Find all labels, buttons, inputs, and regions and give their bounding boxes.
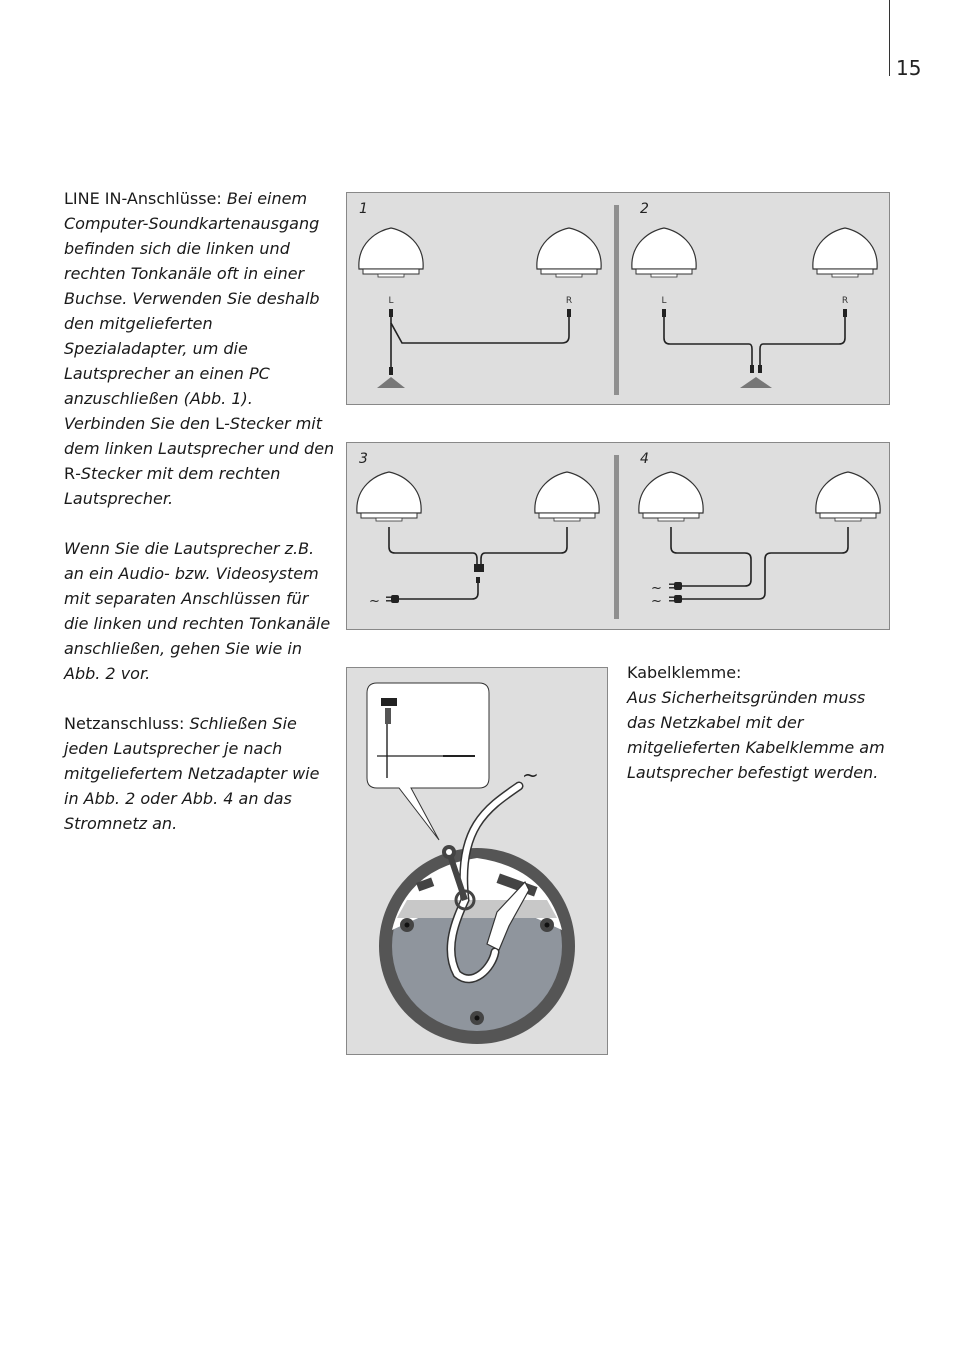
cable-clamp-heading: Kabelklemme:	[627, 663, 742, 682]
figure-label-1: 1	[359, 201, 368, 217]
speaker-left-icon	[632, 228, 696, 277]
figure-panel-3-4	[346, 442, 890, 630]
svg-text:L: L	[661, 296, 667, 306]
cable-clamp-body: Aus Sicherheitsgründen muss das Netzkabel mit der mitgelieferten Kabelklemme am Lautsprecher befestigt werden.	[627, 688, 885, 782]
line-in-paragraph: LINE IN-Anschlüsse: Bei einem Computer-Soundkartenausgang befinden sich die linken und rechten Tonkanäle oft in einer Buchse. Verwenden Sie deshalb den mitgelieferten Spezialadapter, um die Lautsprecher an einen PC anzuschließen (Abb. 1). Verbinden Sie den L-Stecker mit dem linken Lautsprecher und den R-Stecker mit dem rechten Lautsprecher.	[64, 189, 335, 508]
mains-plug-icon	[669, 595, 682, 603]
audio-system-paragraph: Wenn Sie die Lautsprecher z.B. an ein Audio- bzw. Videosystem mit separaten Anschlüssen für die linken und rechten Tonkanäle anschließen, gehen Sie wie in Abb. 2 vor.	[64, 539, 331, 683]
page-number: 15	[896, 56, 922, 80]
page-rule	[889, 0, 890, 76]
figure-label-2: 2	[640, 201, 649, 217]
adapter-jack-icon	[740, 377, 772, 388]
speaker-left-icon	[357, 472, 421, 521]
label-right: R	[565, 296, 573, 306]
figure-divider	[614, 205, 619, 395]
connection-diagram-3-4	[347, 443, 891, 631]
mains-symbol: ~	[522, 763, 539, 787]
speaker-right-icon	[813, 228, 877, 277]
speaker-right-icon	[535, 472, 599, 521]
speaker-left-icon	[639, 472, 703, 521]
connection-diagram-1-2	[347, 193, 891, 406]
mains-plug-icon	[386, 595, 399, 603]
adapter-jack-icon	[377, 377, 405, 388]
label-left: L	[388, 296, 394, 306]
detail-callout	[367, 683, 489, 840]
cable-clamp-section	[627, 660, 897, 785]
line-in-heading: LINE IN-Anschlüsse:	[64, 189, 222, 208]
svg-text:~: ~	[651, 581, 662, 596]
figure-divider	[614, 455, 619, 619]
instructions-column	[64, 186, 336, 861]
figure-panel-cable-clamp	[346, 667, 608, 1055]
speaker-left-icon	[359, 228, 423, 277]
mains-plug-icon	[669, 582, 682, 590]
mains-symbol: ~	[369, 594, 380, 609]
mains-paragraph: Netzanschluss: Schließen Sie jeden Lautsprecher je nach mitgeliefertem Netzadapter wie in Abb. 2 oder Abb. 4 an das Stromnetz an.	[64, 714, 320, 833]
figure-panel-1-2	[346, 192, 890, 405]
speaker-right-icon	[816, 472, 880, 521]
mains-heading: Netzanschluss:	[64, 714, 185, 733]
svg-text:~: ~	[651, 594, 662, 609]
cable-clamp-diagram	[347, 668, 609, 1056]
svg-text:R: R	[841, 296, 849, 306]
figure-label-4: 4	[640, 451, 649, 467]
figure-label-3: 3	[359, 451, 368, 467]
speaker-right-icon	[537, 228, 601, 277]
